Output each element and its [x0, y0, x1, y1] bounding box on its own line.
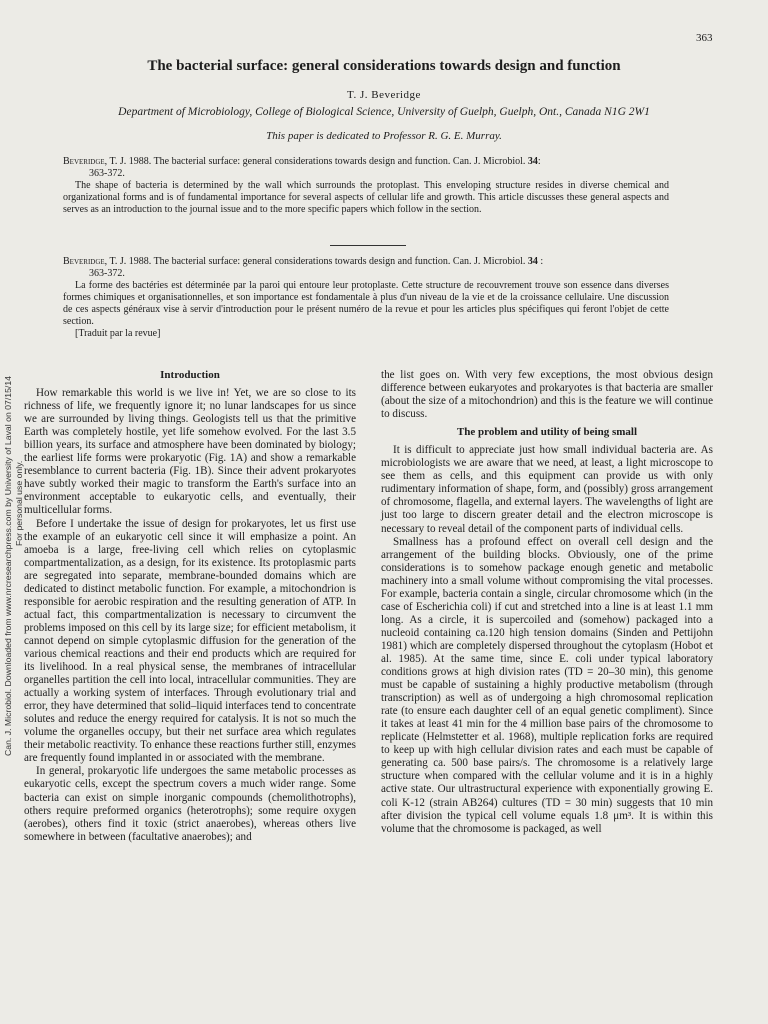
page-number: 363	[696, 32, 713, 44]
download-watermark	[3, 236, 25, 756]
body-paragraph: Smallness has a profound effect on overall cell design and the arrangement of the building blocks. Obviously, one of the prime considerations is to somehow package enough genetic and metabolic machinery into a small volume without compromising the vital processes. For example, bacteria contain a single, circular chromosome which (in the case of Escherichia coli) if cut and stretched into a line is at least 1.1 mm long. As a circle, it is supercoiled and (somehow) packaged into a nucleoid containing ca.120 high tension domains (Sinden and Pettijohn 1981) which are completely dispersed throughout the cytoplasm (Hobot et al. 1985). At the same time, since E. coli under typical laboratory conditions grows at high division rates (TD = 20–30 min), this genome must be capable of sustaining a highly productive metabolism (through transcription) as well as of undergoing a high chromosomal replication rate (to ensure each daughter cell of an equal genetic compliment). Since it takes at least 41 min for the 4 million base pairs of the chromosome to replicate (Helmstetter et al. 1968), multiple replication forks are required to keep up with high cellular division rates and each must be capable of generating ca. 500 base pairs/s. The chromosome is a relatively large structure when compared with the cellular volume and it is in a highly active state. Our ultrastructural experience with exponentially growing E. coli K-12 (strain AB264) cultures (TD = 30 min) suggests that 10 min after division the typical cell volume equals 1.8 μm³. It is within this volume that the chromosome is packaged, as well	[381, 535, 713, 835]
body-paragraph-continued: the list goes on. With very few exceptions, the most obvious design difference between eukaryotes and prokaryotes is that bacteria are smaller (about the size of a mitochondrion) and this is the feature we will continue to discuss.	[381, 369, 713, 421]
citation-pages-french: 363-372.	[89, 268, 125, 279]
translation-note: [Traduit par la revue]	[75, 328, 161, 339]
author-name: T. J. Beveridge	[347, 89, 421, 101]
right-column	[381, 369, 713, 836]
section-divider	[330, 245, 406, 246]
citation-english: Beveridge, T. J. 1988. The bacterial surface: general considerations towards design and function. Can. J. Microbiol. 34:	[63, 156, 541, 167]
author-affiliation: Department of Microbiology, College of Biological Science, University of Guelph, Guelph, Ont., Canada N1G 2W1	[118, 106, 650, 118]
left-column	[24, 369, 356, 844]
body-paragraph: How remarkable this world is we live in! Yet, we are so close to its richness of life, we frequently ignore it; no lunar landscapes for us since we are surrounded by living things. Geologists tell us that the primitive Earth was completely hostile, yet life somehow evolved. For the last 3.5 billion years, its surface and atmosphere have been dominated by biology; the earliest life forms were prokaryotic (Fig. 1A) and show a remarkable resemblance to current bacteria (Fig. 1B). Since their advent prokaryotes have subtly worked their magic to transform the Earth's surface into an environment acceptable to eukaryotic cells, and eventually, their multicellular forms.	[24, 387, 356, 517]
citation-pages-english: 363-372.	[89, 168, 125, 179]
body-paragraph: In general, prokaryotic life undergoes the same metabolic processes as eukaryotic cells, except the spectrum covers a much wider range. Some bacteria can exist on simple inorganic compounds (chemolithotrophs), others require preformed organics (heterotrophs); some require oxygen (aerobes), others find it toxic (strict anaerobes), whereas others live somewhere in between (facultative anaerobes); and	[24, 765, 356, 843]
section-heading-small-size: The problem and utility of being small	[456, 426, 638, 439]
watermark-line-2: For personal use only.	[13, 460, 24, 546]
dedication: This paper is dedicated to Professor R. G. E. Murray.	[266, 130, 502, 142]
body-paragraph: Before I undertake the issue of design for prokaryotes, let us first use the example of an eukaryotic cell since it will emphasize a point. An amoeba is a large, free-living cell which relies on cytoplasmic compartmentalization, as a design, for its existence. Its protoplasmic parts are segregated into separate, membrane-bounded domains which are dedicated to distinct metabolic function. For example, a mitochondrion is responsible for aerobic respiration and the resulting generation of ATP. In actual fact, this compartmentalization is necessary to circumvent the problems imposed on this cell by its large size; for efficient metabolism, it cannot depend on simple cytoplasmic diffusion for the generation of the various chemical reactions and their end products which are required for its livelihood. In a real physical sense, the membranes of intracellular organelles partition the cell into local, intracellular communities. They are actually a working system of interfaces. Through evolutionary trial and error, they have determined that solid–liquid interfaces tend to concentrate solutes and reduce the energy required for catalysis. It is not so much the volume the organelles occupy, but their net surface area which regulates their metabolic reactivity. To enhance these reactions further still, enzymes are frequently found implanted in or associated with the membrane.	[24, 517, 356, 765]
section-heading-introduction: Introduction	[160, 369, 220, 381]
citation-french: Beveridge, T. J. 1988. The bacterial surface: general considerations towards design and function. Can. J. Microbiol. 34 :	[63, 256, 544, 267]
abstract-english	[63, 156, 669, 216]
abstract-french-body: La forme des bactéries est déterminée par la paroi qui entoure leur protoplaste. Cette structure de recouvrement trouve son essence dans diverses formes chimiques et organisationnelles, et son importance est fondamentale à plus d'un niveau de la vie et de la croissance cellulaire. Une discussion de ces aspects généraux vise à servir d'introduction pour le présent numéro de la revue et pour les articles plus spécifiques qui feront l'objet de cette section.	[63, 280, 669, 327]
abstract-english-body: The shape of bacteria is determined by the wall which surrounds the protoplast. This enveloping structure resides in diverse chemical and organizational forms and is of fundamental importance for several aspects of cellular life and growth. This article discusses these general aspects and serves as an introduction to the journal issue and to the more specific papers which follow in the section.	[63, 180, 669, 215]
body-paragraph: It is difficult to appreciate just how small individual bacteria are. As microbiologists we are aware that we need, at least, a light microscope to see them as cells, and this equipment can provide us with only rudimentary information of shape, form, and (possibly) gross arrangement of chromosome, flagella, and external layers. The wavelengths of light are just too large to discern greater detail and the electron microscope is necessary to reveal detail of the component parts of individual cells.	[381, 444, 713, 535]
article-title: The bacterial surface: general considerations towards design and function	[147, 58, 621, 74]
abstract-french	[63, 256, 669, 340]
watermark-line-1: Can. J. Microbiol. Downloaded from www.nrcresearchpress.com by University of Laval on 07/15/14	[3, 375, 13, 756]
